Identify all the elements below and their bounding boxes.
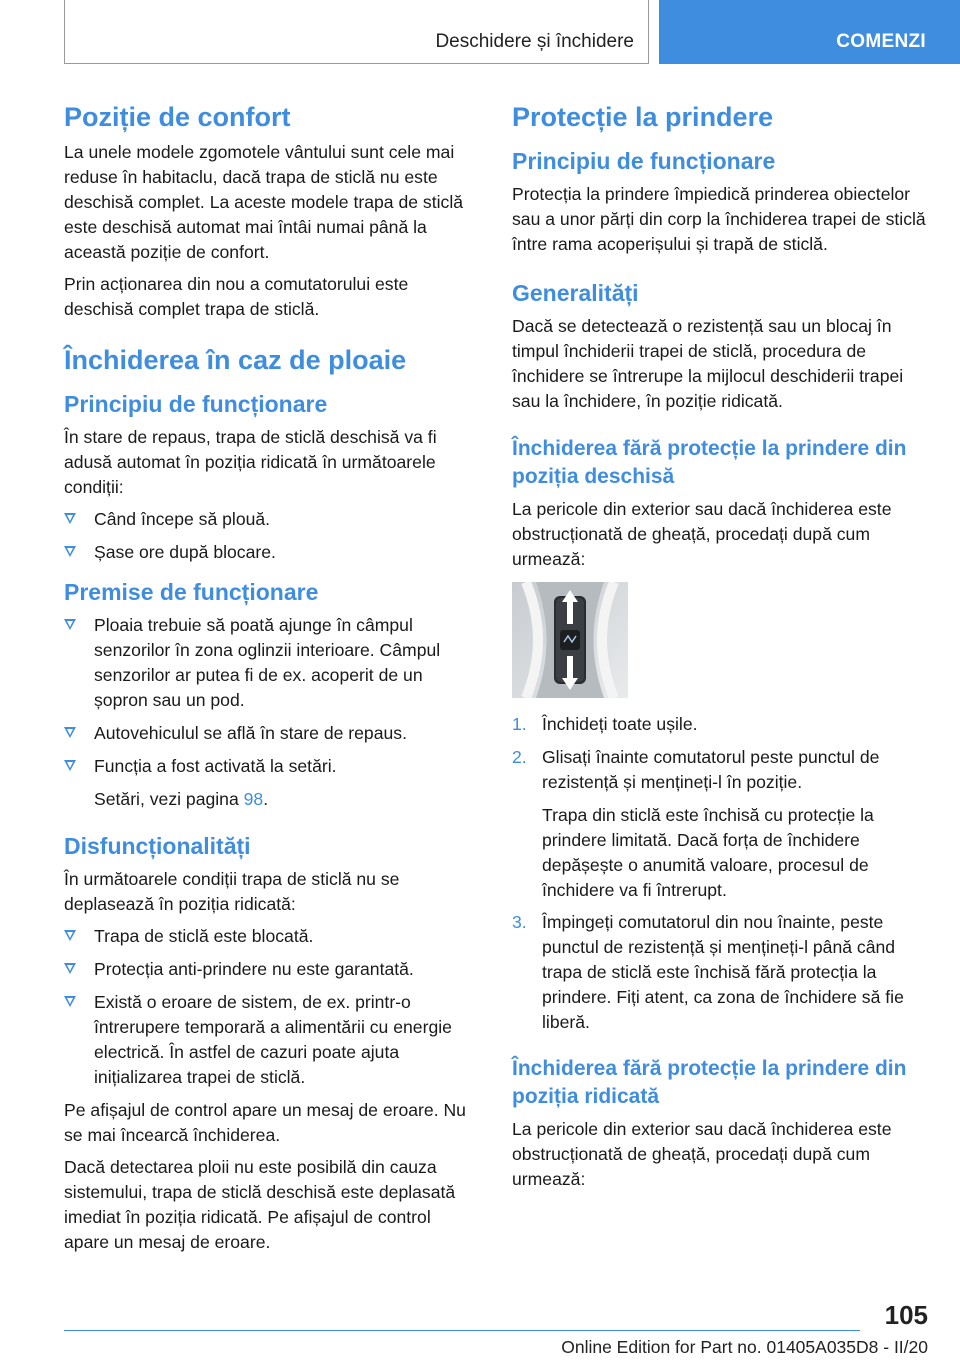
list-item: Trapa de sticlă este blocată.	[64, 924, 478, 949]
paragraph: La pericole din exterior sau dacă închiderea este obstrucționată de gheață, procedați după cum urmează:	[512, 1119, 892, 1189]
triangle-bullet-icon	[64, 513, 76, 524]
triangle-bullet-icon	[64, 546, 76, 557]
list-item: Șase ore după blocare.	[64, 540, 478, 565]
malfunction-list	[64, 924, 478, 1090]
triangle-bullet-icon	[64, 996, 76, 1007]
triangle-bullet-icon	[64, 727, 76, 738]
heading-ploaie: Închiderea în caz de ploaie	[64, 345, 407, 375]
footer-divider	[64, 1330, 860, 1331]
right-column	[512, 100, 930, 1199]
triangle-bullet-icon	[64, 963, 76, 974]
heading-deschisa: Închiderea fără protecție la prindere din poziția deschisă	[512, 437, 907, 488]
paragraph: În următoarele condiții trapa de sticlă nu se deplasează în poziția ridicată:	[64, 869, 400, 914]
triangle-bullet-icon	[64, 760, 76, 771]
triangle-bullet-icon	[64, 619, 76, 630]
list-item: Autovehiculul se află în stare de repaus.	[64, 721, 478, 746]
heading-confort: Poziție de confort	[64, 102, 291, 132]
heading-ridicata: Închiderea fără protecție la prindere din poziția ridicată	[512, 1057, 907, 1108]
list-item: Există o eroare de sistem, de ex. printr-o întrerupere temporară a alimentării cu energie electrică. În astfel de cazuri poate ajuta inițializarea trapei de sticlă.	[64, 990, 478, 1090]
list-item: Ploaia trebuie să poată ajunge în câmpul senzorilor în zona oglinzii interioare. Câmpul senzorilor ar putea fi de ex. acoperit de un șopron sau un pod.	[64, 613, 478, 713]
paragraph: La pericole din exterior sau dacă închiderea este obstrucționată de gheață, procedați după cum urmează:	[512, 499, 892, 569]
steps-list-continued	[512, 910, 930, 1035]
settings-reference: Setări, vezi pagina 98.	[94, 789, 269, 809]
sunroof-switch-photo	[512, 582, 628, 698]
premise-list	[64, 613, 478, 779]
paragraph: Pe afișajul de control apare un mesaj de eroare. Nu se mai încearcă închiderea.	[64, 1100, 466, 1145]
paragraph: Prin acționarea din nou a comutatorului este deschisă complet trapa de sticlă.	[64, 274, 409, 319]
header-section-title: Deschidere și închidere	[435, 31, 634, 52]
paragraph: În stare de repaus, trapa de sticlă deschisă va fi adusă automat în poziția ridicată în următoarele condiții:	[64, 427, 437, 497]
header-chapter-title: COMENZI	[836, 31, 926, 52]
header-chapter-tab	[659, 0, 960, 64]
left-column	[64, 100, 478, 1262]
step2-note: Trapa din sticlă este închisă cu protecție la prindere limitată. Dacă forța de închidere depășește o anumită valoare, procesul de închidere va fi întrerupt.	[542, 805, 874, 900]
list-item: 3. Împingeți comutatorul din nou înainte, peste punctul de rezistență și mențineți-l până când trapa de sticlă este închisă fără protecția la prindere. Fiți atent, ca zona de închidere să fie liberă.	[512, 912, 904, 1032]
page-number: 105	[884, 1300, 928, 1330]
list-item: Când începe să plouă.	[64, 507, 478, 532]
heading-principiu: Principiu de funcționare	[64, 391, 328, 417]
paragraph: Dacă se detectează o rezistență sau un blocaj în timpul închiderii trapei de sticlă, procedura de închidere se întrerupe la mijlocul deschiderii trapei sau la închidere, în poziție ridicată.	[512, 316, 904, 411]
steps-list	[512, 712, 930, 795]
list-item: Protecția anti-prindere nu este garantată.	[64, 957, 478, 982]
heading-premise: Premise de funcționare	[64, 579, 319, 605]
list-item: Funcția a fost activată la setări.	[64, 754, 478, 779]
list-item: 1. Închideți toate ușile.	[512, 714, 698, 734]
paragraph: Protecția la prindere împiedică prinderea obiectelor sau a unor părți din corp la închiderea trapei de sticlă între rama acoperișului și trapă de sticlă.	[512, 184, 926, 254]
heading-generalitati: Generalități	[512, 280, 639, 306]
conditions-list	[64, 507, 478, 565]
heading-protectie: Protecție la prindere	[512, 102, 774, 132]
triangle-bullet-icon	[64, 930, 76, 941]
list-item: 2. Glisați înainte comutatorul peste punctul de rezistență și mențineți-l în poziție.	[512, 747, 880, 792]
heading-disfunctionalitati: Disfuncționalități	[64, 833, 251, 859]
page-link[interactable]: 98	[243, 789, 264, 809]
edition-note: Online Edition for Part no. 01405A035D8 - II/20	[561, 1337, 928, 1357]
sunroof-switch-icon	[512, 582, 628, 698]
paragraph: La unele modele zgomotele vântului sunt cele mai reduse în habitaclu, dacă trapa de sticlă nu este deschisă complet. La aceste modele trapa de sticlă este deschisă automat mai întâi numai până la această poziție de confort.	[64, 142, 464, 262]
header-section-box	[64, 0, 649, 64]
paragraph: Dacă detectarea ploii nu este posibilă din cauza sistemului, trapa de sticlă deschisă este deplasată imediat în poziția ridicată. Pe afișajul de control apare un mesaj de eroare.	[64, 1157, 456, 1252]
heading-principiu: Principiu de funcționare	[512, 148, 776, 174]
